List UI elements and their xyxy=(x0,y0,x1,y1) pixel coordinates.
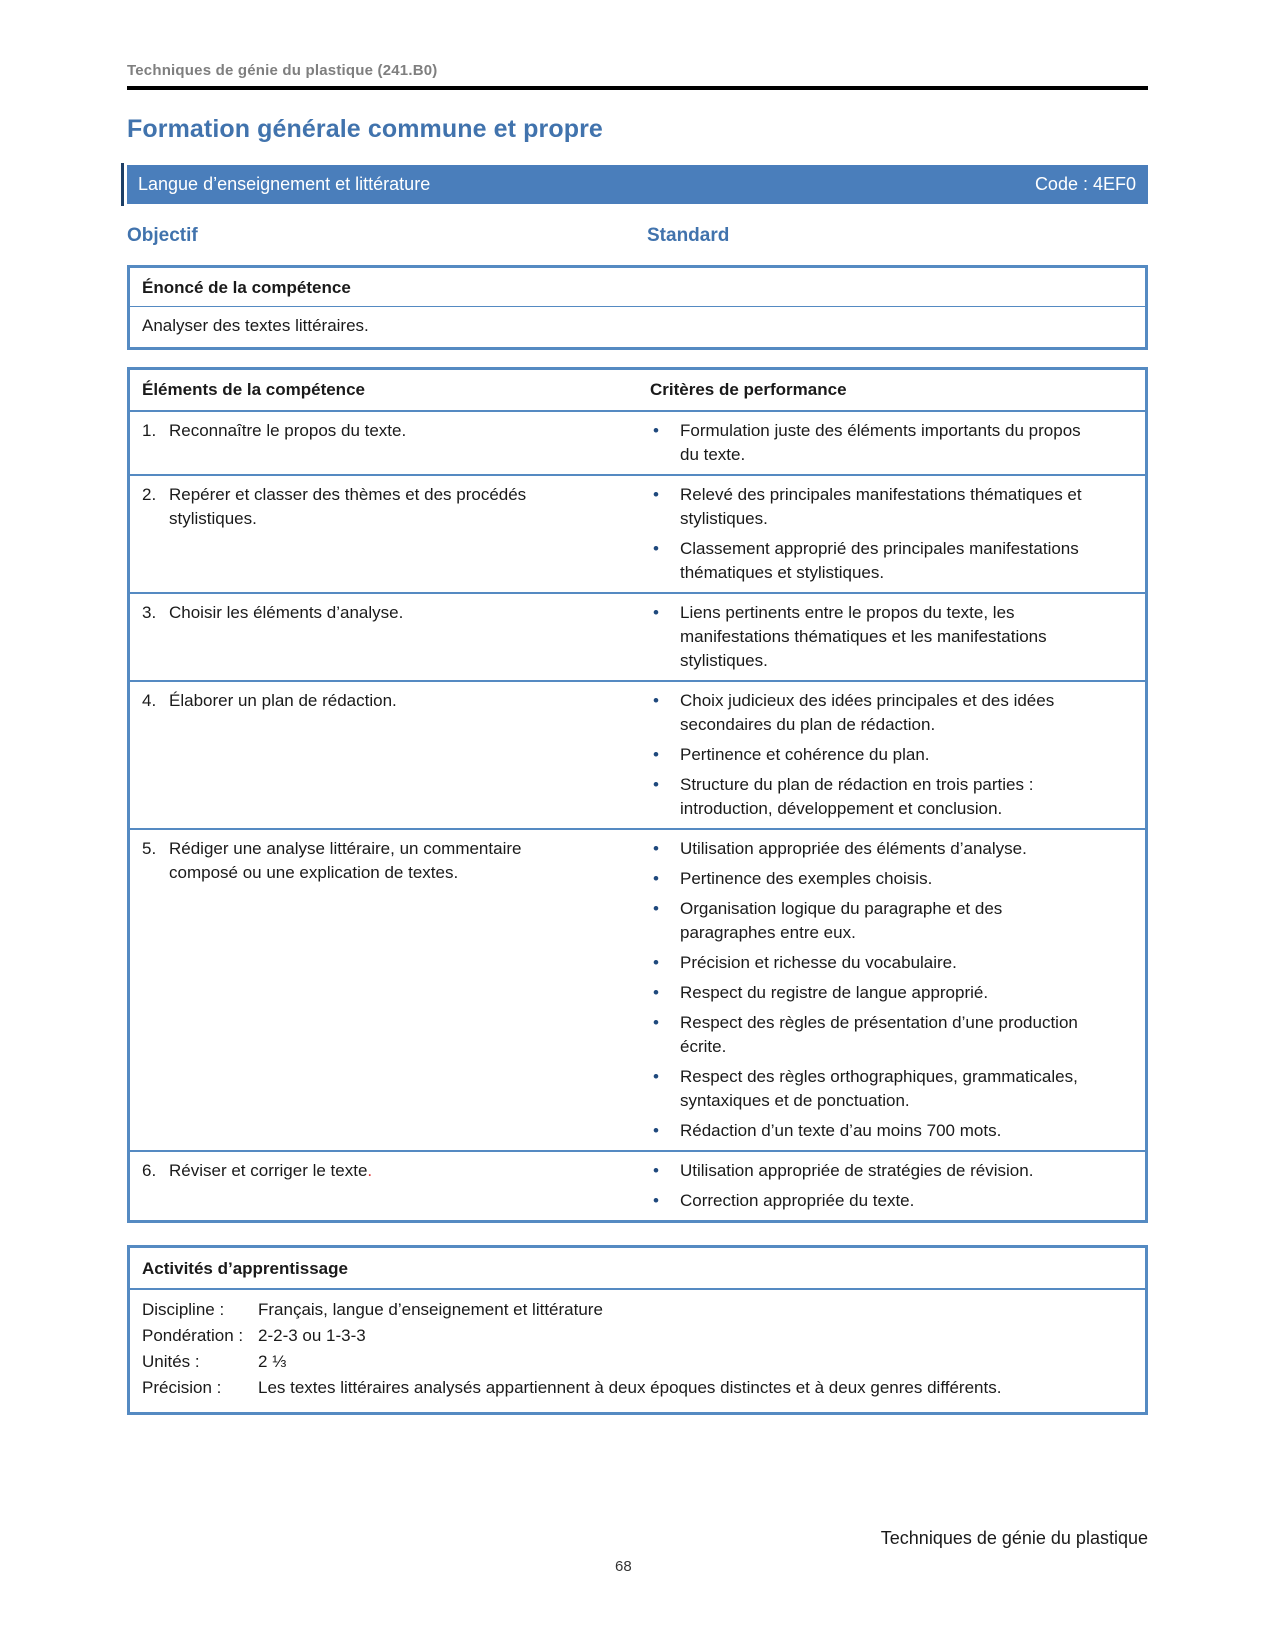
element-cell xyxy=(142,1159,650,1213)
activity-label: Précision : xyxy=(142,1378,222,1397)
element-number: 3. xyxy=(142,603,157,622)
criteria-text: Organisation logique du paragraphe et des paragraphes entre eux. xyxy=(680,899,1003,942)
criteria-text: Classement approprié des principales manifestations thématiques et stylistiques. xyxy=(680,539,1079,582)
criteria-text: Correction appropriée du texte. xyxy=(680,1191,915,1210)
criteria-cell xyxy=(650,419,1133,467)
criteria-item xyxy=(650,1159,1133,1183)
bullet-icon: • xyxy=(653,485,659,504)
criteria-cell xyxy=(650,483,1133,585)
element-number: 2. xyxy=(142,485,157,504)
element-cell xyxy=(142,689,650,821)
table-row xyxy=(130,476,1145,594)
criteria-item xyxy=(650,981,1133,1005)
criteria-text: Pertinence des exemples choisis. xyxy=(680,869,933,888)
criteria-item xyxy=(650,773,1133,821)
criteria-text: Respect du registre de langue approprié. xyxy=(680,983,989,1002)
element-text: Choisir les éléments d’analyse. xyxy=(169,603,404,622)
criteria-item xyxy=(650,1011,1133,1059)
criteria-item xyxy=(650,837,1133,861)
criteria-item xyxy=(650,419,1133,467)
element-text: Rédiger une analyse littéraire, un commentaire composé ou une explication de textes. xyxy=(169,839,522,882)
table-row xyxy=(130,830,1145,1152)
bullet-icon: • xyxy=(653,899,659,918)
element-text: Repérer et classer des thèmes et des procédés stylistiques. xyxy=(169,485,527,528)
element-number: 4. xyxy=(142,691,157,710)
element-number: 6. xyxy=(142,1161,157,1180)
activity-label: Unités : xyxy=(142,1352,200,1371)
bullet-icon: • xyxy=(653,691,659,710)
criteria-text: Respect des règles orthographiques, grammaticales, syntaxiques et de ponctuation. xyxy=(680,1067,1078,1110)
activites-box xyxy=(127,1245,1148,1415)
table-header-elements: Éléments de la compétence xyxy=(142,380,365,399)
activity-value: 2 ⅓ xyxy=(258,1352,287,1371)
criteria-item xyxy=(650,897,1133,945)
activity-row xyxy=(142,1323,1133,1349)
activites-body xyxy=(130,1290,1145,1412)
activity-value: 2-2-3 ou 1-3-3 xyxy=(258,1326,366,1345)
criteria-text: Liens pertinents entre le propos du texte, les manifestations thématiques et les manifestations stylistiques. xyxy=(680,603,1047,670)
column-heading-standard: Standard xyxy=(647,225,730,246)
criteria-item xyxy=(650,951,1133,975)
criteria-item xyxy=(650,1189,1133,1213)
element-cell xyxy=(142,419,650,467)
criteria-text: Utilisation appropriée de stratégies de révision. xyxy=(680,1161,1034,1180)
table-row xyxy=(130,594,1145,682)
enonce-body: Analyser des textes littéraires. xyxy=(142,316,369,335)
bullet-icon: • xyxy=(653,1013,659,1032)
criteria-item xyxy=(650,483,1133,531)
activity-value: Les textes littéraires analysés appartiennent à deux époques distinctes et à deux genres différents. xyxy=(258,1378,1002,1397)
document-content xyxy=(127,0,1148,1415)
criteria-text: Choix judicieux des idées principales et des idées secondaires du plan de rédaction. xyxy=(680,691,1055,734)
bullet-icon: • xyxy=(653,839,659,858)
table-header-criteres: Critères de performance xyxy=(650,380,847,399)
criteria-item xyxy=(650,1065,1133,1113)
element-text: Reconnaître le propos du texte. xyxy=(169,421,407,440)
competence-table-body xyxy=(130,412,1145,1220)
table-row xyxy=(130,412,1145,476)
criteria-text: Relevé des principales manifestations thématiques et stylistiques. xyxy=(680,485,1082,528)
bullet-icon: • xyxy=(653,539,659,558)
red-period: . xyxy=(367,1161,373,1180)
page-number: 68 xyxy=(615,1558,632,1575)
criteria-cell xyxy=(650,1159,1133,1213)
criteria-item xyxy=(650,537,1133,585)
bullet-icon: • xyxy=(653,775,659,794)
activites-header: Activités d’apprentissage xyxy=(130,1248,1145,1290)
bullet-icon: • xyxy=(653,1067,659,1086)
column-headings xyxy=(127,225,1148,247)
competence-table xyxy=(127,367,1148,1223)
element-text: Réviser et corriger le texte. xyxy=(169,1161,373,1180)
criteria-text: Respect des règles de présentation d’une production écrite. xyxy=(680,1013,1078,1056)
activity-row xyxy=(142,1349,1133,1375)
activity-value: Français, langue d’enseignement et littérature xyxy=(258,1300,603,1319)
running-head: Techniques de génie du plastique (241.B0) xyxy=(127,62,1148,90)
bullet-icon: • xyxy=(653,1121,659,1140)
column-heading-objectif: Objectif xyxy=(127,225,198,246)
criteria-text: Pertinence et cohérence du plan. xyxy=(680,745,930,764)
element-cell xyxy=(142,483,650,585)
activity-row xyxy=(142,1375,1133,1401)
criteria-item xyxy=(650,867,1133,891)
course-banner xyxy=(127,165,1148,204)
table-row xyxy=(130,1152,1145,1220)
criteria-text: Formulation juste des éléments importants du propos du texte. xyxy=(680,421,1081,464)
criteria-text: Utilisation appropriée des éléments d’analyse. xyxy=(680,839,1027,858)
bullet-icon: • xyxy=(653,1191,659,1210)
bullet-icon: • xyxy=(653,603,659,622)
criteria-cell xyxy=(650,689,1133,821)
criteria-item xyxy=(650,743,1133,767)
activity-label: Pondération : xyxy=(142,1326,244,1345)
criteria-text: Rédaction d’un texte d’au moins 700 mots. xyxy=(680,1121,1002,1140)
banner-course-label: Langue d’enseignement et littérature xyxy=(138,174,431,194)
bullet-icon: • xyxy=(653,1161,659,1180)
bullet-icon: • xyxy=(653,421,659,440)
bullet-icon: • xyxy=(653,869,659,888)
competence-table-header xyxy=(130,370,1145,412)
criteria-item xyxy=(650,1119,1133,1143)
criteria-cell xyxy=(650,837,1133,1143)
footer-program: Techniques de génie du plastique xyxy=(880,1528,1148,1548)
element-number: 1. xyxy=(142,421,157,440)
criteria-item xyxy=(650,689,1133,737)
criteria-text: Précision et richesse du vocabulaire. xyxy=(680,953,957,972)
element-number: 5. xyxy=(142,839,157,858)
table-row xyxy=(130,682,1145,830)
banner-code: Code : 4EF0 xyxy=(1034,174,1136,194)
bullet-icon: • xyxy=(653,953,659,972)
element-text: Élaborer un plan de rédaction. xyxy=(169,691,397,710)
enonce-header: Énoncé de la compétence xyxy=(130,268,1145,307)
criteria-cell xyxy=(650,601,1133,673)
element-cell xyxy=(142,601,650,673)
criteria-item xyxy=(650,601,1133,673)
bullet-icon: • xyxy=(653,983,659,1002)
element-cell xyxy=(142,837,650,1143)
activity-row xyxy=(142,1297,1133,1323)
page-title: Formation générale commune et propre xyxy=(127,115,603,143)
enonce-box xyxy=(127,265,1148,350)
activity-label: Discipline : xyxy=(142,1300,225,1319)
bullet-icon: • xyxy=(653,745,659,764)
criteria-text: Structure du plan de rédaction en trois parties : introduction, développement et conclusion. xyxy=(680,775,1034,818)
